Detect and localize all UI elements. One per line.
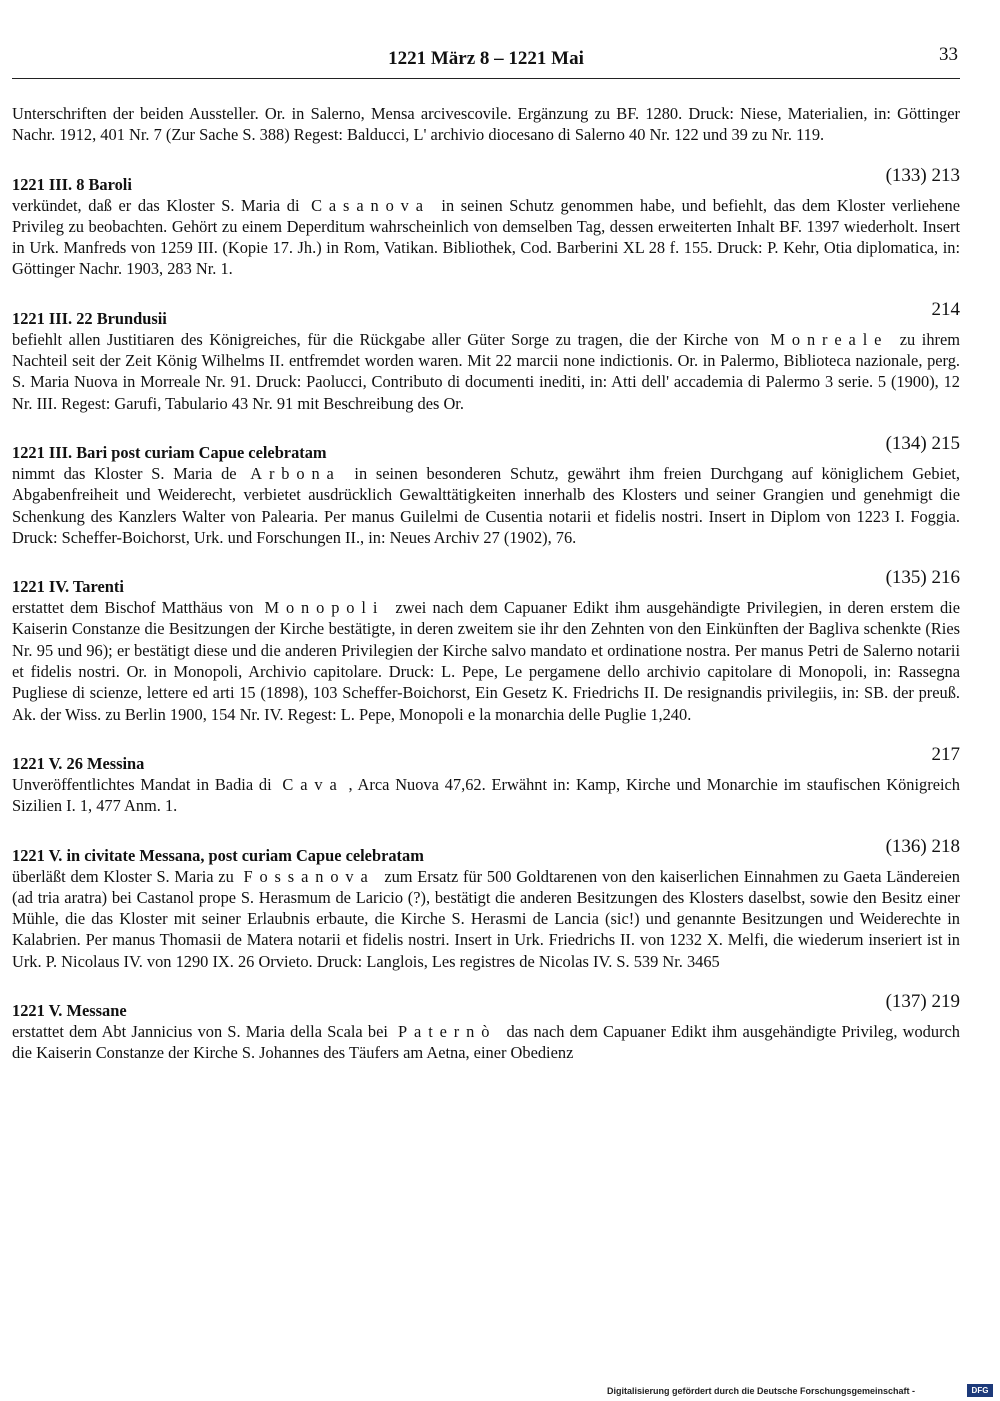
spaced-placename: Arbona: [250, 463, 341, 483]
header-rule: [12, 78, 960, 79]
entry-heading: 1221 III. 8 Baroli: [12, 174, 132, 194]
entry-number: (137) 219: [885, 991, 960, 1013]
entry-number: 214: [931, 298, 960, 320]
entry-218: [12, 836, 960, 972]
entry-text: befiehlt allen Justitiaren des Königreiches, für die Rückgabe aller Güter Sorge zu tragen, die der Kirche von Monreale zu ihrem Nachteil seit der Zeit König Wilhelms II. entfremdet worden waren. Mit 22 marcii none indictionis. Or. in Palermo, Biblioteca nazionale, perg. S. Maria Nuova in Morreale Nr. 91. Druck: Paolucci, Contributo di documenti inediti, in: Atti dell' accademia di Palermo 3 serie. 5 (1900), 12 Nr. III. Regest: Garufi, Tabulario 43 Nr. 91 mit Beschreibung des Or.: [12, 329, 960, 413]
entry-heading: 1221 III. Bari post curiam Capue celebratam: [12, 442, 327, 462]
entry-213: [12, 165, 960, 280]
running-title: 1221 März 8 – 1221 Mai: [388, 48, 584, 69]
entry-number: 217: [931, 743, 960, 765]
entry-text: erstattet dem Bischof Matthäus von Monopoli zwei nach dem Capuaner Edikt ihm ausgehändigte Privilegien, in deren erstem die Kaiserin Constanze die Besitzungen der Kirche bestätigte, in deren zweitem sie ihr den Zehnten von den Einkünften der Bagliva schenkte (Ries Nr. 95 und 96); er bestätigt diese und die anderen Privilegien der Kirche salvo mandato et ordinatione nostra. Per manus Petri de Salerno notarii et fidelis nostri. Or. in Monopoli, Archivio capitolare. Druck: L. Pepe, Le pergamene dello archivio capitolare di Monopoli, in: Rassegna Pugliese di scienze, lettere ed arti 15 (1898), 103 Scheffer-Boichorst, Ein Gesetz K. Friedrichs II. De resignandis privilegiis, in: SB. der preuß. Ak. der Wiss. zu Berlin 1900, 154 Nr. IV. Regest: L. Pepe, Monopoli e la monarchia delle Puglie 1,240.: [12, 598, 960, 724]
entry-text: verkündet, daß er das Kloster S. Maria di Casanova in seinen Schutz genommen habe, und befiehlt, das dem Kloster verliehene Privileg zu beobachten. Gehört zu einem Deperditum wahrscheinlich von demselben Tag, dessen erweiterten Inhalt BF. 1397 wiederholt. Insert in Urk. Manfreds von 1259 III. (Kopie 17. Jh.) in Rom, Vatikan. Bibliothek, Cod. Barberini XL 28 f. 155. Druck: P. Kehr, Otia diplomatica, in: Göttinger Nachr. 1903, 283 Nr. 1.: [12, 195, 961, 279]
entry-219: [12, 991, 960, 1064]
dfg-logo: DFG: [967, 1384, 993, 1397]
entry-text: Unveröffentlichtes Mandat in Badia di Cava , Arca Nuova 47,62. Erwähnt in: Kamp, Kirche und Monarchie im staufischen Königreich Sizilien I. 1, 477 Anm. 1.: [12, 774, 960, 816]
entry-heading: 1221 V. Messane: [12, 1001, 127, 1021]
entry-214: [12, 299, 960, 414]
spaced-placename: Fossanova: [243, 866, 375, 886]
entry-heading: 1221 III. 22 Brundusii: [12, 308, 167, 328]
spaced-placename: Paternò: [398, 1022, 497, 1042]
entry-heading: 1221 V. 26 Messina: [12, 753, 145, 773]
page-number: 33: [939, 44, 958, 65]
entry-number: (133) 213: [885, 164, 960, 186]
running-head: [12, 44, 960, 74]
entry-215: [12, 433, 960, 548]
intro-paragraph: Unterschriften der beiden Aussteller. Or. in Salerno, Mensa arcivescovile. Ergänzung zu BF. 1280. Druck: Niese, Materialien, in: Göttinger Nachr. 1912, 401 Nr. 7 (Zur Sache S. 388) Regest: Balducci, L' archivio diocesano di Salerno 40 Nr. 122 und 39 zu Nr. 119.: [12, 104, 960, 145]
entry-number: (135) 216: [885, 567, 960, 589]
entry-heading: 1221 V. in civitate Messana, post curiam Capue celebratam: [12, 845, 424, 865]
entry-216: [12, 567, 960, 725]
spaced-placename: Monopoli: [264, 598, 385, 618]
entry-text: überläßt dem Kloster S. Maria zu Fossanova zum Ersatz für 500 Goldtarenen von den kaiserlichen Einnahmen zu Gaeta Ländereien (ad tria aratra) bei Castanol prope S. Herasmum de Laricio (?), bestätigt die anderen Besitzungen des Klosters daselbst, sowie den Besitz einer Mühle, die das Kloster mit seiner Erlaubnis erbaute, die Kirche S. Herasmi de Lancia (sic!) und genannte Besitzungen und Weiderechte in Kalabrien. Per manus Thomasii de Matera notarii et fidelis nostri. Insert in Urk. Friedrichs II. von 1232 X. Melfi, die wiederum inseriert ist in Urk. P. Nicolaus IV. von 1290 IX. 26 Orvieto. Druck: Langlois, Les registres de Nicolas IV. S. 539 Nr. 3465: [12, 866, 961, 971]
spaced-placename: Casanova: [311, 195, 430, 215]
entry-number: (134) 215: [885, 432, 960, 454]
entry-heading: 1221 IV. Tarenti: [12, 577, 124, 597]
entry-217: [12, 744, 960, 817]
document-body: [12, 103, 960, 1064]
spaced-placename: Cava: [282, 774, 344, 794]
digitization-credit: Digitalisierung gefördert durch die Deutsche Forschungsgemeinschaft -: [607, 1386, 916, 1396]
entry-number: (136) 218: [885, 835, 960, 857]
spaced-placename: Monreale: [770, 329, 889, 349]
entry-text: nimmt das Kloster S. Maria de Arbona in seinen besonderen Schutz, gewährt ihm freien Durchgang auf königlichem Gebiet, Abgabenfreiheit und Weiderecht, verbietet ausdrücklich Gewalttätigkeiten innerhalb des Klosters und seiner Grangien und genehmigt die Schenkung des Kanzlers Walter von Palearia. Per manus Guilelmi de Cusentia notarii et fidelis nostri. Insert in Diplom von 1223 I. Foggia. Druck: Scheffer-Boichorst, Urk. und Forschungen II., in: Neues Archiv 27 (1902), 76.: [12, 463, 960, 547]
entry-text: erstattet dem Abt Jannicius von S. Maria della Scala bei Paternò das nach dem Capuaner Edikt ihm ausgehändigte Privileg, wodurch die Kaiserin Constanze der Kirche S. Johannes des Täufers am Aetna, einer Obedienz: [12, 1022, 960, 1063]
